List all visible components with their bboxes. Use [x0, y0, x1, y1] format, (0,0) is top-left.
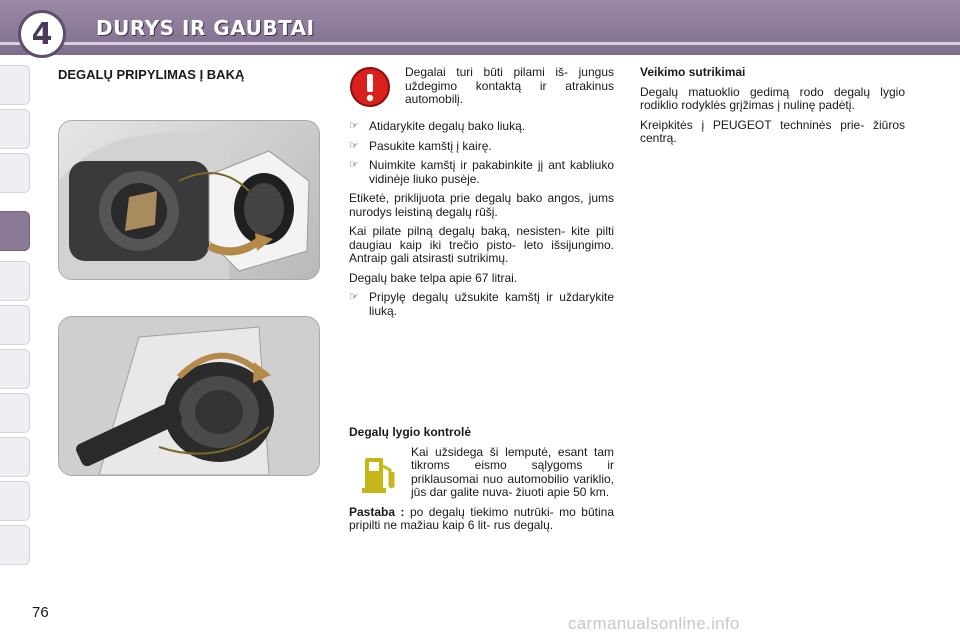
paragraph: Degalų matuoklio gedimą rodo degalų lygio rodiklio rodyklės grįžimas į nulinę padėtį.	[640, 84, 905, 112]
side-tab[interactable]	[0, 349, 30, 389]
paragraph: Kai pilate pilną degalų baką, nesisten- kite pilti daugiau kaip iki trečio pisto- leto išsijungimo. Antraip gali atsirasti sutrikimų.	[349, 224, 614, 265]
note-text: po degalų tiekimo nutrūki- mo būtina pripilti ne mažiau kaip 6 lit- rus degalų.	[349, 504, 614, 532]
step-text: Pasukite kamštį į kairę.	[369, 138, 492, 153]
paragraph: Degalų bake telpa apie 67 litrai.	[349, 270, 518, 285]
paragraph: Kreipkitės į PEUGEOT techninės prie- žiūros centrą.	[640, 117, 905, 145]
warning-block	[349, 66, 614, 112]
fuel-level-title: Degalų lygio kontrolė	[349, 425, 472, 439]
side-tab[interactable]	[0, 261, 30, 301]
side-tab[interactable]	[0, 305, 30, 345]
paragraph: Etiketė, priklijuota prie degalų bako angos, jums nurodys leistiną degalų rūšį.	[349, 191, 614, 219]
pointing-hand-icon: ☞	[349, 120, 359, 132]
section-title: DEGALŲ PRIPYLIMAS Į BAKĄ	[58, 67, 245, 82]
pointing-hand-icon: ☞	[349, 159, 359, 171]
warning-icon	[349, 66, 391, 108]
fuel-level-note	[349, 506, 614, 533]
fuel-level-section	[349, 426, 614, 539]
fuel-pump-icon	[359, 452, 399, 496]
chapter-title: DURYS IR GAUBTAI	[96, 16, 315, 40]
step-text: Pripylę degalų užsukite kamštį ir uždarykite liuką.	[369, 290, 614, 318]
side-tab-active[interactable]	[0, 211, 30, 251]
step-text: Nuimkite kamštį ir pakabinkite jį ant kabliuko vidinėje liuko pusėje.	[369, 158, 614, 186]
fuel-flap-open-illustration	[58, 120, 320, 280]
note-label: Pastaba :	[349, 504, 405, 519]
side-tab[interactable]	[0, 393, 30, 433]
side-tab[interactable]	[0, 109, 30, 149]
list-item	[349, 140, 614, 154]
page-number: 76	[32, 604, 49, 621]
pointing-hand-icon: ☞	[349, 291, 359, 303]
chapter-side-tabs	[0, 65, 32, 575]
header-divider	[0, 42, 960, 45]
chapter-number-badge: 4	[18, 10, 66, 58]
list-item	[349, 291, 614, 318]
watermark: carmanualsonline.info	[568, 614, 740, 633]
fuel-level-text: Kai užsidega ši lemputė, esant tam tikroms eismo sąlygoms ir priklausomai nuo automobilio variklio, jūs dar galite nuva- žiuoti apie 50 km.	[411, 444, 614, 499]
side-tab[interactable]	[0, 525, 30, 565]
malfunction-title: Veikimo sutrikimai	[640, 65, 746, 79]
list-item	[349, 120, 614, 134]
side-tab[interactable]	[0, 437, 30, 477]
step-text: Atidarykite degalų bako liuką.	[369, 119, 526, 133]
pointing-hand-icon: ☞	[349, 139, 359, 152]
warning-text: Degalai turi būti pilami iš- jungus uždegimo kontaktą ir atrakinus automobilį.	[405, 65, 614, 106]
side-tab[interactable]	[0, 65, 30, 105]
side-tab[interactable]	[0, 153, 30, 193]
fuel-cap-illustration	[58, 316, 320, 476]
side-tab[interactable]	[0, 481, 30, 521]
malfunction-column	[640, 66, 905, 152]
list-item	[349, 159, 614, 186]
instructions-column	[349, 66, 614, 324]
